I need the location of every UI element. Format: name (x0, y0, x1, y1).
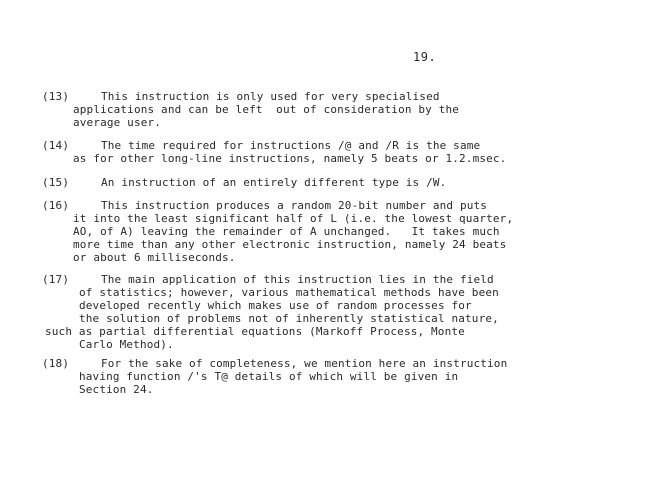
paragraph-line: developed recently which makes use of random processes for (79, 299, 472, 312)
paragraph-line: as for other long-line instructions, namely 5 beats or 1.2.msec. (73, 152, 507, 165)
paragraph-line: of statistics; however, various mathematical methods have been (79, 286, 499, 299)
paragraph-number: (14) (42, 139, 70, 152)
paragraph-number: (16) (42, 199, 70, 212)
paragraph-line: This instruction is only used for very specialised (101, 90, 440, 103)
paragraph-line: having function /'s T@ details of which will be given in (79, 370, 459, 383)
paragraph-line: The main application of this instruction lies in the field (101, 273, 494, 286)
paragraph-line: The time required for instructions /@ and /R is the same (101, 139, 481, 152)
paragraph-number: (13) (42, 90, 70, 103)
paragraph-line: more time than any other electronic instruction, namely 24 beats (73, 238, 507, 251)
paragraph-line: it into the least significant half of L (i.e. the lowest quarter, (73, 212, 514, 225)
paragraph-line: Section 24. (79, 383, 154, 396)
paragraph-number: (18) (42, 357, 70, 370)
paragraph-line: This instruction produces a random 20-bit number and puts (101, 199, 488, 212)
paragraph-line: or about 6 milliseconds. (73, 251, 236, 264)
paragraph-line: Carlo Method). (79, 338, 174, 351)
paragraph-line: the solution of problems not of inherently statistical nature, (79, 312, 499, 325)
paragraph-line: such as partial differential equations (Markoff Process, Monte (45, 325, 465, 338)
paragraph-line: For the sake of completeness, we mention here an instruction (101, 357, 508, 370)
paragraph-line: An instruction of an entirely different type is /W. (101, 176, 447, 189)
paragraph-number: (15) (42, 176, 70, 189)
paragraph-line: AO, of A) leaving the remainder of A unchanged. It takes much (73, 225, 500, 238)
page-number: 19. (413, 50, 437, 64)
paragraph-number: (17) (42, 273, 70, 286)
paragraph-line: applications and can be left out of consideration by the (73, 103, 460, 116)
paragraph-line: average user. (73, 116, 162, 129)
